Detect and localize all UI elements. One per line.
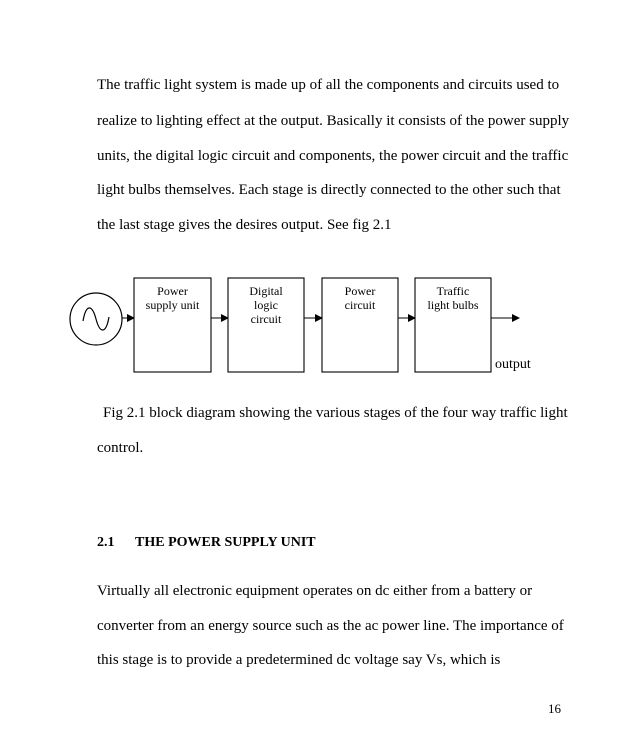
block-label-line: Traffic xyxy=(436,284,470,298)
ac-source-icon xyxy=(70,293,122,345)
text-line: The traffic light system is made up of all the components and circuits used to xyxy=(97,77,560,93)
text-line: converter from an energy source such as the ac power line. The importance of xyxy=(97,618,564,634)
block-power-circuit xyxy=(322,278,398,372)
text-line: this stage is to provide a predetermined dc voltage say Vs, which is xyxy=(97,652,501,668)
caption-line: control. xyxy=(97,440,144,456)
block-label-line: light bulbs xyxy=(427,298,479,312)
block-power-supply-unit xyxy=(134,278,211,372)
text-line: realize to lighting effect at the output. Basically it consists of the power supply xyxy=(97,113,570,129)
section-heading xyxy=(97,534,316,552)
block-label-line: logic xyxy=(254,298,278,312)
block-diagram xyxy=(0,260,638,385)
page-number: 16 xyxy=(548,701,561,716)
block-label-line: Power xyxy=(344,284,376,298)
block-digital-logic-circuit xyxy=(228,278,304,372)
caption-line: Fig 2.1 block diagram showing the various stages of the four way traffic light xyxy=(103,405,568,421)
section-title: THE POWER SUPPLY UNIT xyxy=(135,535,316,550)
block-traffic-light-bulbs xyxy=(415,278,491,372)
block-label-line: circuit xyxy=(250,312,282,326)
block-label-line: Power xyxy=(157,284,188,298)
text-line: units, the digital logic circuit and components, the power circuit and the traffic xyxy=(97,148,569,164)
block-label-line: Digital xyxy=(249,284,283,298)
section-number: 2.1 xyxy=(97,535,115,550)
text-line: the last stage gives the desires output. See fig 2.1 xyxy=(97,217,392,233)
output-label: output xyxy=(495,357,531,372)
block-label-line: circuit xyxy=(344,298,376,312)
block-label-line: supply unit xyxy=(145,298,200,312)
text-line: light bulbs themselves. Each stage is directly connected to the other such that xyxy=(97,182,561,198)
text-line: Virtually all electronic equipment operates on dc either from a battery or xyxy=(97,583,533,599)
